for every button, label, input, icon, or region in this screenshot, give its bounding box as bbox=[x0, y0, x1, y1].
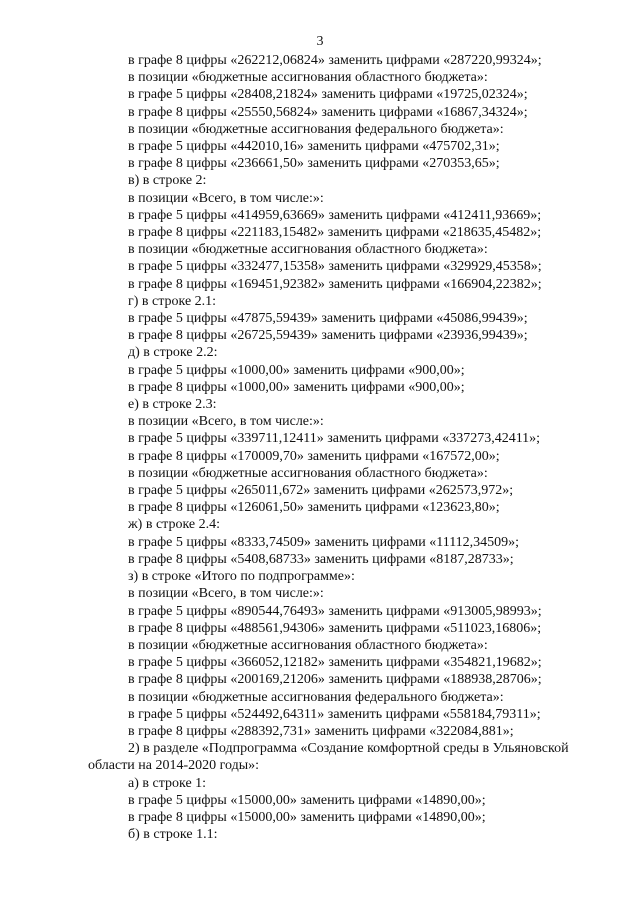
text-line: в графе 8 цифры «236661,50» заменить цифрами «270353,65»; bbox=[128, 156, 500, 172]
text-line: в графе 5 цифры «265011,672» заменить цифрами «262573,972»; bbox=[128, 483, 514, 499]
page-number: 3 bbox=[316, 34, 324, 49]
text-line: в графе 5 цифры «339711,12411» заменить цифрами «337273,42411»; bbox=[128, 431, 541, 447]
text-line: ж) в строке 2.4: bbox=[128, 517, 221, 533]
text-line: в графе 5 цифры «28408,21824» заменить цифрами «19725,02324»; bbox=[128, 87, 528, 103]
text-line: е) в строке 2.3: bbox=[128, 397, 217, 413]
text-line: в позиции «Всего, в том числе:»: bbox=[128, 414, 324, 430]
text-line: б) в строке 1.1: bbox=[128, 827, 218, 843]
text-line: в графе 5 цифры «414959,63669» заменить цифрами «412411,93669»; bbox=[128, 207, 542, 223]
text-line: в позиции «бюджетные ассигнования областного бюджета»: bbox=[128, 637, 488, 653]
text-line: в графе 5 цифры «332477,15358» заменить цифрами «329929,45358»; bbox=[128, 259, 542, 275]
text-line: в) в строке 2: bbox=[128, 173, 207, 189]
text-line: в графе 8 цифры «5408,68733» заменить цифрами «8187,28733»; bbox=[128, 551, 514, 567]
text-line: в графе 5 цифры «8333,74509» заменить цифрами «11112,34509»; bbox=[128, 534, 520, 550]
text-line: в позиции «бюджетные ассигнования областного бюджета»: bbox=[128, 70, 488, 86]
text-line: в графе 8 цифры «15000,00» заменить цифрами «14890,00»; bbox=[128, 809, 486, 825]
text-line: д) в строке 2.2: bbox=[128, 345, 218, 361]
text-line: в графе 8 цифры «262212,06824» заменить цифрами «287220,99324»; bbox=[128, 53, 542, 68]
text-line: в графе 8 цифры «200169,21206» заменить цифрами «188938,28706»; bbox=[128, 672, 542, 688]
text-line: в графе 8 цифры «488561,94306» заменить цифрами «511023,16806»; bbox=[128, 620, 542, 636]
text-line: з) в строке «Итого по подпрограмме»: bbox=[128, 569, 355, 585]
text-line: в графе 5 цифры «442010,16» заменить цифрами «475702,31»; bbox=[128, 139, 500, 155]
text-line: в графе 8 цифры «26725,59439» заменить цифрами «23936,99439»; bbox=[128, 328, 528, 344]
text-line: в позиции «бюджетные ассигнования федерального бюджета»: bbox=[128, 121, 504, 137]
text-line: в графе 5 цифры «15000,00» заменить цифрами «14890,00»; bbox=[128, 792, 486, 808]
text-line: в позиции «бюджетные ассигнования федерального бюджета»: bbox=[128, 689, 504, 705]
text-line: в графе 8 цифры «170009,70» заменить цифрами «167572,00»; bbox=[128, 448, 500, 464]
text-line: в графе 5 цифры «890544,76493» заменить цифрами «913005,98993»; bbox=[128, 603, 542, 619]
text-line: в позиции «Всего, в том числе:»: bbox=[128, 190, 324, 206]
text-line: в графе 5 цифры «366052,12182» заменить цифрами «354821,19682»; bbox=[128, 655, 542, 671]
section-heading-continuation: области на 2014-2020 годы»: bbox=[88, 758, 260, 774]
text-line: в графе 5 цифры «47875,59439» заменить цифрами «45086,99439»; bbox=[128, 311, 528, 327]
text-line: в графе 8 цифры «126061,50» заменить цифрами «123623,80»; bbox=[128, 500, 500, 516]
text-line: в графе 5 цифры «524492,64311» заменить цифрами «558184,79311»; bbox=[128, 706, 541, 722]
text-line: в графе 8 цифры «1000,00» заменить цифрами «900,00»; bbox=[128, 379, 465, 395]
text-line: а) в строке 1: bbox=[128, 775, 207, 791]
text-line: в графе 8 цифры «25550,56824» заменить цифрами «16867,34324»; bbox=[128, 104, 528, 120]
text-line: в графе 8 цифры «169451,92382» заменить цифрами «166904,22382»; bbox=[128, 276, 542, 292]
text-line: в позиции «Всего, в том числе:»: bbox=[128, 586, 324, 602]
text-line: в позиции «бюджетные ассигнования областного бюджета»: bbox=[128, 242, 488, 258]
text-line: г) в строке 2.1: bbox=[128, 293, 217, 309]
document-body bbox=[88, 52, 598, 843]
text-line: в графе 8 цифры «221183,15482» заменить цифрами «218635,45482»; bbox=[128, 225, 542, 241]
text-line: в графе 8 цифры «288392,731» заменить цифрами «322084,881»; bbox=[128, 723, 514, 739]
text-line: в позиции «бюджетные ассигнования областного бюджета»: bbox=[128, 465, 488, 481]
section-heading-line: 2) в разделе «Подпрограмма «Создание комфортной среды в Ульяновской bbox=[128, 741, 569, 757]
text-line: в графе 5 цифры «1000,00» заменить цифрами «900,00»; bbox=[128, 362, 465, 378]
